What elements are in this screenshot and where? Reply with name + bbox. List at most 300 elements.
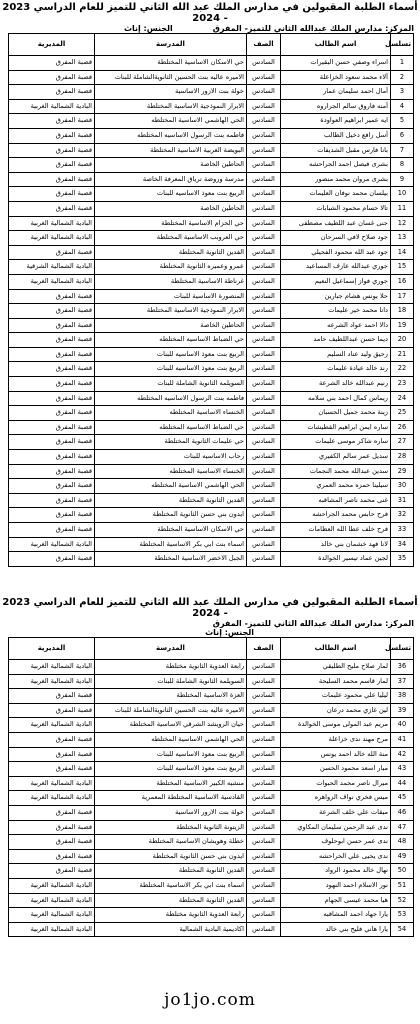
cell-grade: السادس xyxy=(247,333,281,348)
students-table-2 xyxy=(8,637,414,937)
cell-school: السويلمه الثانوية الشاملة للبنات xyxy=(95,377,247,392)
cell-school: حي الاسكان الاساسية المختلطة xyxy=(95,56,247,71)
cell-school: خولة بنت الازور الاساسية xyxy=(95,85,247,100)
cell-school: حي الضباط الاساسيه المختلطه xyxy=(95,333,247,348)
cell-grade: السادس xyxy=(247,791,281,806)
cell-directorate: قصبة المفرق xyxy=(9,347,95,362)
cell-directorate: قصبة المفرق xyxy=(9,849,95,864)
cell-name: جود صلاح لافي السرحان xyxy=(281,231,391,246)
cell-directorate: قصبة المفرق xyxy=(9,864,95,879)
cell-directorate: قصبة المفرق xyxy=(9,158,95,173)
cell-grade: السادس xyxy=(247,893,281,908)
cell-num: 51 xyxy=(391,878,414,893)
cell-num: 26 xyxy=(391,420,414,435)
cell-school: الفدين الثانوية المختلطة xyxy=(95,893,247,908)
center-label: المركز: مدارس الملك عبدالله الثاني للتميز- المفرق xyxy=(212,24,414,33)
cell-num: 7 xyxy=(391,143,414,158)
table-row xyxy=(9,747,414,762)
cell-name: يارا هاني فليح بني خالد xyxy=(281,922,391,937)
cell-name: لانا فهد خشمان بني خالد xyxy=(281,537,391,552)
cell-num: 30 xyxy=(391,479,414,494)
cell-school: الفدين الثانوية المختلطة xyxy=(95,493,247,508)
cell-directorate: قصبة المفرق xyxy=(9,187,95,202)
cell-name: دانا محمد خير عليمات xyxy=(281,304,391,319)
table-row xyxy=(9,660,414,675)
table-row xyxy=(9,201,414,216)
table-header-row xyxy=(9,638,414,660)
cell-name: غنى محمد ناصر المشاقبه xyxy=(281,493,391,508)
cell-directorate: البادية الشمالية الغربية xyxy=(9,922,95,937)
cell-num: 47 xyxy=(391,820,414,835)
cell-grade: السادس xyxy=(247,674,281,689)
cell-school: الزيتونة الثانوية المختلطة xyxy=(95,820,247,835)
cell-name: سديل عمر سالم الكفيري xyxy=(281,450,391,465)
cell-directorate: قصبة المفرق xyxy=(9,143,95,158)
students-table xyxy=(8,33,414,567)
cell-grade: السادس xyxy=(247,245,281,260)
cell-num: 46 xyxy=(391,805,414,820)
cell-name: ليليا علي محمود عليمات xyxy=(281,689,391,704)
cell-school: عمرو وعميره الثانوية المختلطة xyxy=(95,260,247,275)
gender-label-2: الجنس: إناث xyxy=(205,628,254,637)
cell-directorate: قصبة المفرق xyxy=(9,318,95,333)
center-label-2: المركز: مدارس الملك عبدالله الثاني للتميز- المفرق xyxy=(212,619,414,628)
table-row xyxy=(9,318,414,333)
cell-directorate: قصبة المفرق xyxy=(9,289,95,304)
cell-school: ايدون بني حسن الثانوية المختلطة xyxy=(95,508,247,523)
meta-row xyxy=(0,24,420,33)
cell-grade: السادس xyxy=(247,820,281,835)
cell-name: جوري فواز إسماعيل النعيم xyxy=(281,274,391,289)
header-name: اسم الطالب xyxy=(281,638,391,660)
cell-name: لمار صلاح مليح الطليقي xyxy=(281,660,391,675)
table-row xyxy=(9,172,414,187)
table-row xyxy=(9,762,414,777)
watermark-text: jo1jo.com xyxy=(164,990,256,1010)
cell-num: 10 xyxy=(391,187,414,202)
cell-num: 21 xyxy=(391,347,414,362)
cell-num: 5 xyxy=(391,114,414,129)
cell-num: 24 xyxy=(391,391,414,406)
table-row xyxy=(9,70,414,85)
cell-directorate: البادية الشمالية الغربية xyxy=(9,231,95,246)
cell-grade: السادس xyxy=(247,406,281,421)
cell-directorate: قصبة المفرق xyxy=(9,552,95,567)
table-row xyxy=(9,908,414,923)
cell-num: 42 xyxy=(391,747,414,762)
cell-directorate: قصبة المفرق xyxy=(9,391,95,406)
cell-school: حي الاسكان الاساسية المختلطة xyxy=(95,523,247,538)
cell-grade: السادس xyxy=(247,304,281,319)
table-row xyxy=(9,347,414,362)
cell-num: 53 xyxy=(391,908,414,923)
cell-grade: السادس xyxy=(247,508,281,523)
table-row xyxy=(9,420,414,435)
cell-school: اكاديمية البادية الشمالية xyxy=(95,922,247,937)
cell-name: فرح حابس محمد الجراحشه xyxy=(281,508,391,523)
cell-num: 45 xyxy=(391,791,414,806)
table-row xyxy=(9,835,414,850)
cell-directorate: قصبة المفرق xyxy=(9,732,95,747)
cell-num: 17 xyxy=(391,289,414,304)
cell-grade: السادس xyxy=(247,114,281,129)
table-row xyxy=(9,245,414,260)
table-row xyxy=(9,537,414,552)
cell-num: 11 xyxy=(391,201,414,216)
cell-school: ايدون بني حسن الثانوية المختلطة xyxy=(95,849,247,864)
section-1 xyxy=(0,2,420,567)
table-row xyxy=(9,849,414,864)
cell-name: بشرى مروان محمد منصور xyxy=(281,172,391,187)
cell-name: مرح مهند ندى خزاعلة xyxy=(281,732,391,747)
cell-num: 50 xyxy=(391,864,414,879)
cell-grade: السادس xyxy=(247,85,281,100)
cell-num: 4 xyxy=(391,99,414,114)
header-directorate: المديرية xyxy=(9,34,95,56)
cell-directorate: قصبة المفرق xyxy=(9,747,95,762)
cell-num: 22 xyxy=(391,362,414,377)
cell-directorate: قصبة المفرق xyxy=(9,56,95,71)
cell-num: 35 xyxy=(391,552,414,567)
table-row xyxy=(9,493,414,508)
cell-name: آلاء محمد سعود الخزاعلة xyxy=(281,70,391,85)
cell-name: ندى عمر حسن ابوحلوف xyxy=(281,835,391,850)
table-body-2 xyxy=(9,660,414,937)
cell-name: آمنه فاروق سالم الجراروه xyxy=(281,99,391,114)
cell-school: الحي الهاشمي الاساسية المختلطه xyxy=(95,114,247,129)
table-row xyxy=(9,805,414,820)
cell-name: مريم عبد المولى موسى الخوالدة xyxy=(281,718,391,733)
cell-num: 12 xyxy=(391,216,414,231)
cell-school: الجبل الاخضر الاساسية المختلطة xyxy=(95,552,247,567)
cell-num: 38 xyxy=(391,689,414,704)
cell-name: رنيم عبدالله خالد الشرعة xyxy=(281,377,391,392)
cell-grade: السادس xyxy=(247,158,281,173)
cell-name: يارا جهاد احمد المشاقبه xyxy=(281,908,391,923)
cell-directorate: البادية الشمالية الغربية xyxy=(9,537,95,552)
cell-name: حلا يونس هشام جبارين xyxy=(281,289,391,304)
cell-school: الخنساء الاساسية المختلطه xyxy=(95,406,247,421)
cell-grade: السادس xyxy=(247,703,281,718)
cell-directorate: قصبة المفرق xyxy=(9,362,95,377)
cell-school: السويلمه الثانوية الشاملة للبنات xyxy=(95,674,247,689)
cell-grade: السادس xyxy=(247,747,281,762)
cell-grade: السادس xyxy=(247,99,281,114)
cell-directorate: البادية الشمالية الغربية xyxy=(9,908,95,923)
table-row xyxy=(9,362,414,377)
cell-school: فاطمه بنت الرسول الاساسيه المختلطه xyxy=(95,128,247,143)
cell-grade: السادس xyxy=(247,143,281,158)
cell-school: القادسية الاساسية المختلطة المعمرية xyxy=(95,791,247,806)
cell-directorate: البادية الشمالية الشرقية xyxy=(9,260,95,275)
table-row xyxy=(9,274,414,289)
cell-num: 49 xyxy=(391,849,414,864)
cell-num: 23 xyxy=(391,377,414,392)
table-row xyxy=(9,552,414,567)
cell-name: ندى عبد الرحمن سليمان المكاوي xyxy=(281,820,391,835)
cell-grade: السادس xyxy=(247,362,281,377)
cell-school: خولة بنت الازور الاساسية xyxy=(95,805,247,820)
cell-num: 36 xyxy=(391,660,414,675)
table-row xyxy=(9,99,414,114)
cell-directorate: قصبة المفرق xyxy=(9,479,95,494)
table-row xyxy=(9,732,414,747)
table-row xyxy=(9,158,414,173)
table-row xyxy=(9,776,414,791)
cell-name: نور الاسلام احمد النهود xyxy=(281,878,391,893)
table-row xyxy=(9,231,414,246)
cell-grade: السادس xyxy=(247,922,281,937)
table-row xyxy=(9,128,414,143)
cell-directorate: البادية الشمالية الغربية xyxy=(9,674,95,689)
cell-num: 14 xyxy=(391,245,414,260)
cell-num: 6 xyxy=(391,128,414,143)
cell-grade: السادس xyxy=(247,70,281,85)
cell-name: نهال خالد محمود الرواد xyxy=(281,864,391,879)
cell-school: الحاطين الخاصة xyxy=(95,318,247,333)
cell-school: اسماء بنت ابي بكر الاساسية المختلطة xyxy=(95,537,247,552)
cell-grade: السادس xyxy=(247,878,281,893)
cell-num: 39 xyxy=(391,703,414,718)
table-row xyxy=(9,289,414,304)
table-row xyxy=(9,864,414,879)
cell-school: فاطمه بنت الرسول الاساسيه المختلطه xyxy=(95,391,247,406)
table-row xyxy=(9,878,414,893)
cell-name: جنى غسان عبد اللطيف مصطفى xyxy=(281,216,391,231)
page-title-2: أسماء الطلبة المقبولين في مدارس الملك عبد الله الثاني للتميز للعام الدراسي 2023 - 2024 xyxy=(2,597,418,619)
cell-directorate: البادية الشمالية الغربية xyxy=(9,893,95,908)
cell-grade: السادس xyxy=(247,172,281,187)
cell-grade: السادس xyxy=(247,289,281,304)
cell-school: حي الحزام الاساسية المختلطة xyxy=(95,216,247,231)
cell-school: الابرار النموذجية الاساسية المختلطة xyxy=(95,304,247,319)
cell-directorate: قصبة المفرق xyxy=(9,762,95,777)
cell-name: ميرال ناصر محمد الحبوات xyxy=(281,776,391,791)
cell-school: الربيع بنت معوذ الاساسيه للبنات xyxy=(95,347,247,362)
cell-directorate: قصبة المفرق xyxy=(9,435,95,450)
table-row xyxy=(9,260,414,275)
meta-row-3 xyxy=(0,628,420,637)
cell-grade: السادس xyxy=(247,435,281,450)
cell-grade: السادس xyxy=(247,450,281,465)
cell-directorate: قصبة المفرق xyxy=(9,377,95,392)
cell-directorate: البادية الشمالية الغربية xyxy=(9,99,95,114)
cell-name: ميقات علي خلف الشرعة xyxy=(281,805,391,820)
meta-row-2 xyxy=(0,619,420,628)
table-row xyxy=(9,674,414,689)
cell-num: 40 xyxy=(391,718,414,733)
cell-name: آمال احمد سليمان عمار xyxy=(281,85,391,100)
cell-name: أسل رافع دخيل الطالب xyxy=(281,128,391,143)
gender-label: الجنس: إناث xyxy=(123,24,173,33)
cell-name: بشرى فيصل احمد الجراحشه xyxy=(281,158,391,173)
cell-school: اسماء بنت ابي بكر الاساسية المختلطة xyxy=(95,878,247,893)
cell-num: 33 xyxy=(391,523,414,538)
table-row xyxy=(9,187,414,202)
cell-school: الابرار النموذجية الاساسية المختلطة xyxy=(95,99,247,114)
table-row xyxy=(9,922,414,937)
cell-name: هيا محمد عيسى الجهام xyxy=(281,893,391,908)
table-row xyxy=(9,304,414,319)
cell-num: 31 xyxy=(391,493,414,508)
cell-directorate: قصبة المفرق xyxy=(9,493,95,508)
cell-name: ساره شاكر موسى عليمات xyxy=(281,435,391,450)
cell-num: 15 xyxy=(391,260,414,275)
cell-grade: السادس xyxy=(247,732,281,747)
cell-grade: السادس xyxy=(247,201,281,216)
cell-num: 16 xyxy=(391,274,414,289)
cell-school: منشيه الكبير الاساسية المختلطة xyxy=(95,776,247,791)
cell-name: منة الله خالد احمد يونس xyxy=(281,747,391,762)
section-2 xyxy=(0,597,420,937)
cell-school: خطلة وهويشان الاساسية المختلطة xyxy=(95,835,247,850)
cell-name: رحيق وليد عناد السليم xyxy=(281,347,391,362)
cell-name: بانا فارس مقبل الشديفات xyxy=(281,143,391,158)
table-row xyxy=(9,377,414,392)
cell-directorate: قصبة المفرق xyxy=(9,245,95,260)
cell-name: زينة محمد جميل الحسبان xyxy=(281,406,391,421)
table-header-row xyxy=(9,34,414,56)
cell-directorate: قصبة المفرق xyxy=(9,201,95,216)
table-row xyxy=(9,508,414,523)
cell-num: 32 xyxy=(391,508,414,523)
cell-grade: السادس xyxy=(247,464,281,479)
cell-name: لين غازي محمد درعان xyxy=(281,703,391,718)
table-row xyxy=(9,406,414,421)
table-row xyxy=(9,143,414,158)
cell-grade: السادس xyxy=(247,347,281,362)
cell-school: رابعة العدوية الثانوية مختلطة xyxy=(95,660,247,675)
cell-grade: السادس xyxy=(247,260,281,275)
cell-grade: السادس xyxy=(247,479,281,494)
cell-grade: السادس xyxy=(247,377,281,392)
cell-grade: السادس xyxy=(247,805,281,820)
cell-num: 2 xyxy=(391,70,414,85)
cell-name: سيلينا حمزه محمد العمري xyxy=(281,479,391,494)
table-row xyxy=(9,333,414,348)
cell-school: حي العروبب الاساسية المختلطة xyxy=(95,231,247,246)
cell-num: 43 xyxy=(391,762,414,777)
cell-name: رند خالد عيادة عليمات xyxy=(281,362,391,377)
cell-directorate: قصبة المفرق xyxy=(9,464,95,479)
cell-grade: السادس xyxy=(247,908,281,923)
table-row xyxy=(9,820,414,835)
header-name: اسم الطالب xyxy=(281,34,391,56)
cell-school: الفدين الثانوية المختلطة xyxy=(95,864,247,879)
cell-name: ريماس كمال احمد بني سلامه xyxy=(281,391,391,406)
cell-directorate: قصبة المفرق xyxy=(9,835,95,850)
cell-grade: السادس xyxy=(247,420,281,435)
cell-school: الخنساء الاساسية المختلطه xyxy=(95,464,247,479)
cell-num: 52 xyxy=(391,893,414,908)
cell-num: 48 xyxy=(391,835,414,850)
cell-num: 8 xyxy=(391,158,414,173)
cell-name: ميس فخري نواف الزواهره xyxy=(281,791,391,806)
cell-directorate: البادية الشمالية الغربية xyxy=(9,776,95,791)
cell-name: ميار اسعد محمود الحسن xyxy=(281,762,391,777)
cell-grade: السادس xyxy=(247,56,281,71)
cell-grade: السادس xyxy=(247,537,281,552)
cell-num: 44 xyxy=(391,776,414,791)
cell-directorate: قصبة المفرق xyxy=(9,450,95,465)
table-row xyxy=(9,391,414,406)
cell-name: جوري عبدالله عارف المساعيد xyxy=(281,260,391,275)
cell-name: ديما حسن عبداللطيف حامد xyxy=(281,333,391,348)
cell-directorate: قصبة المفرق xyxy=(9,820,95,835)
cell-directorate: قصبة المفرق xyxy=(9,172,95,187)
table-row xyxy=(9,703,414,718)
cell-school: حي الضباط الاساسيه المختلطه xyxy=(95,420,247,435)
cell-num: 20 xyxy=(391,333,414,348)
cell-school: غرناطة الاساسية المختلطة xyxy=(95,274,247,289)
cell-name: تالا حسام محمود الشبابات xyxy=(281,201,391,216)
cell-school: الربيع بنت معوذ الاساسيه للبنات xyxy=(95,187,247,202)
table-row xyxy=(9,791,414,806)
cell-grade: السادس xyxy=(247,391,281,406)
cell-grade: السادس xyxy=(247,849,281,864)
cell-directorate: قصبة المفرق xyxy=(9,333,95,348)
cell-name: ندى يحيى علي الحراحشه xyxy=(281,849,391,864)
table-row xyxy=(9,56,414,71)
cell-grade: السادس xyxy=(247,762,281,777)
header-grade: الصف xyxy=(247,34,281,56)
cell-directorate: قصبة المفرق xyxy=(9,689,95,704)
cell-directorate: قصبة المفرق xyxy=(9,85,95,100)
header-school: المدرسة xyxy=(95,638,247,660)
cell-name: دالا احمد عواد الشرعه xyxy=(281,318,391,333)
cell-school: الحي الهاشمي الاساسية المختلطه xyxy=(95,479,247,494)
cell-directorate: قصبة المفرق xyxy=(9,703,95,718)
cell-school: حيان الرويشد الشرقي الاساسية المختلطة xyxy=(95,718,247,733)
table-row xyxy=(9,435,414,450)
cell-name: اسراء وصفي حسن البقيرات xyxy=(281,56,391,71)
cell-grade: السادس xyxy=(247,187,281,202)
cell-school: الربيع بنت معوذ الاساسيه للبنات xyxy=(95,762,247,777)
cell-school: الاميره عاليه بنت الحسين الثانويةالشاملة للبنات xyxy=(95,70,247,85)
cell-grade: السادس xyxy=(247,718,281,733)
cell-num: 1 xyxy=(391,56,414,71)
cell-directorate: البادية الشمالية الغربية xyxy=(9,878,95,893)
cell-grade: السادس xyxy=(247,493,281,508)
cell-school: الحي الهاشمي الاساسية المختلطه xyxy=(95,732,247,747)
cell-school: الاميره عاليه بنت الحسين الثانويةالشاملة للبنات xyxy=(95,703,247,718)
cell-directorate: قصبة المفرق xyxy=(9,508,95,523)
table-row xyxy=(9,216,414,231)
cell-directorate: البادية الشمالية الغربية xyxy=(9,660,95,675)
cell-num: 9 xyxy=(391,172,414,187)
cell-num: 3 xyxy=(391,85,414,100)
cell-directorate: قصبة المفرق xyxy=(9,304,95,319)
cell-name: بيلسان محمد نوفان العليمات xyxy=(281,187,391,202)
cell-directorate: قصبة المفرق xyxy=(9,70,95,85)
cell-school: رابعة العدوية الثانوية مختلطة xyxy=(95,908,247,923)
cell-school: رحاب الاساسيه للبنات xyxy=(95,450,247,465)
cell-grade: السادس xyxy=(247,216,281,231)
cell-num: 37 xyxy=(391,674,414,689)
cell-directorate: قصبة المفرق xyxy=(9,805,95,820)
cell-school: الفدين الثانوية المختلطة xyxy=(95,245,247,260)
cell-num: 41 xyxy=(391,732,414,747)
cell-directorate: البادية الشمالية الغربية xyxy=(9,791,95,806)
header-grade: الصف xyxy=(247,638,281,660)
cell-num: 25 xyxy=(391,406,414,421)
cell-directorate: البادية الشمالية الغربية xyxy=(9,216,95,231)
cell-grade: السادس xyxy=(247,231,281,246)
table-row xyxy=(9,479,414,494)
table-row xyxy=(9,523,414,538)
cell-school: حي عليمات الثانوية المختلطة xyxy=(95,435,247,450)
cell-grade: السادس xyxy=(247,523,281,538)
